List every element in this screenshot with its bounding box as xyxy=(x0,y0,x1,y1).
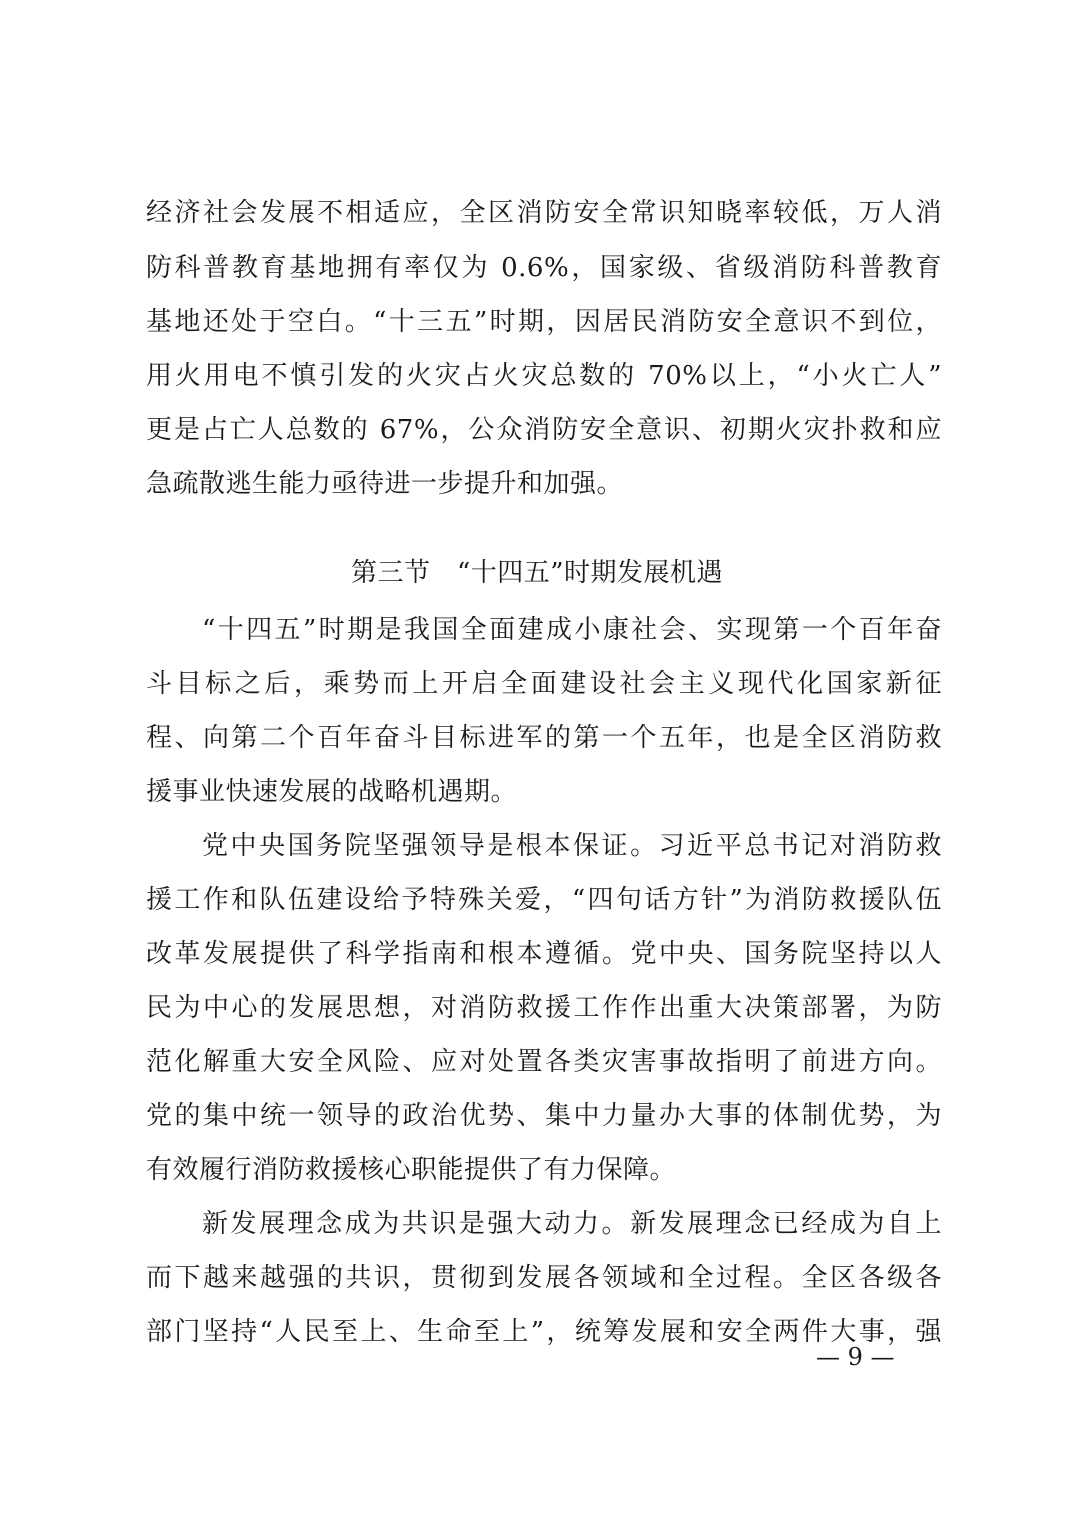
paragraph-2-line-4: 援事业快速发展的战略机遇期。 xyxy=(146,777,518,807)
paragraph-3-line-2: 援工作和队伍建设给予特殊关爱，“四句话方针”为消防救援队伍 xyxy=(146,885,942,915)
paragraph-3-line-6: 党的集中统一领导的政治优势、集中力量办大事的体制优势，为 xyxy=(146,1101,942,1131)
paragraph-2-line-2: 斗目标之后，乘势而上开启全面建设社会主义现代化国家新征 xyxy=(146,669,942,699)
paragraph-1-line-3: 基地还处于空白。“十三五”时期，因居民消防安全意识不到位， xyxy=(146,307,942,337)
paragraph-4-line-3: 部门坚持“人民至上、生命至上”，统筹发展和安全两件大事，强 xyxy=(146,1317,942,1347)
paragraph-4-line-2: 而下越来越强的共识，贯彻到发展各领域和全过程。全区各级各 xyxy=(146,1263,942,1293)
paragraph-3-line-3: 改革发展提供了科学指南和根本遵循。党中央、国务院坚持以人 xyxy=(146,939,942,969)
section-heading: 第三节 “十四五”时期发展机遇 xyxy=(350,558,724,588)
paragraph-2-line-3: 程、向第二个百年奋斗目标进军的第一个五年，也是全区消防救 xyxy=(146,723,942,753)
paragraph-1-line-1: 经济社会发展不相适应，全区消防安全常识知晓率较低，万人消 xyxy=(146,198,942,228)
paragraph-1-line-4: 用火用电不慎引发的火灾占火灾总数的 70%以上，“小火亡人” xyxy=(146,361,942,391)
page-number: — 9 — xyxy=(816,1343,895,1371)
paragraph-1-line-5: 更是占亡人总数的 67%，公众消防安全意识、初期火灾扑救和应 xyxy=(146,415,942,445)
paragraph-3-line-7: 有效履行消防救援核心职能提供了有力保障。 xyxy=(146,1155,677,1185)
paragraph-1-line-6: 急疏散逃生能力亟待进一步提升和加强。 xyxy=(146,469,624,499)
paragraph-2-line-1: “十四五”时期是我国全面建成小康社会、实现第一个百年奋 xyxy=(202,615,942,645)
paragraph-3-line-1: 党中央国务院坚强领导是根本保证。习近平总书记对消防救 xyxy=(202,831,942,861)
paragraph-4-line-1: 新发展理念成为共识是强大动力。新发展理念已经成为自上 xyxy=(202,1209,942,1239)
paragraph-3-line-4: 民为中心的发展思想，对消防救援工作作出重大决策部署，为防 xyxy=(146,993,942,1023)
paragraph-1-line-2: 防科普教育基地拥有率仅为 0.6%，国家级、省级消防科普教育 xyxy=(146,253,942,283)
paragraph-3-line-5: 范化解重大安全风险、应对处置各类灾害事故指明了前进方向。 xyxy=(146,1047,942,1077)
